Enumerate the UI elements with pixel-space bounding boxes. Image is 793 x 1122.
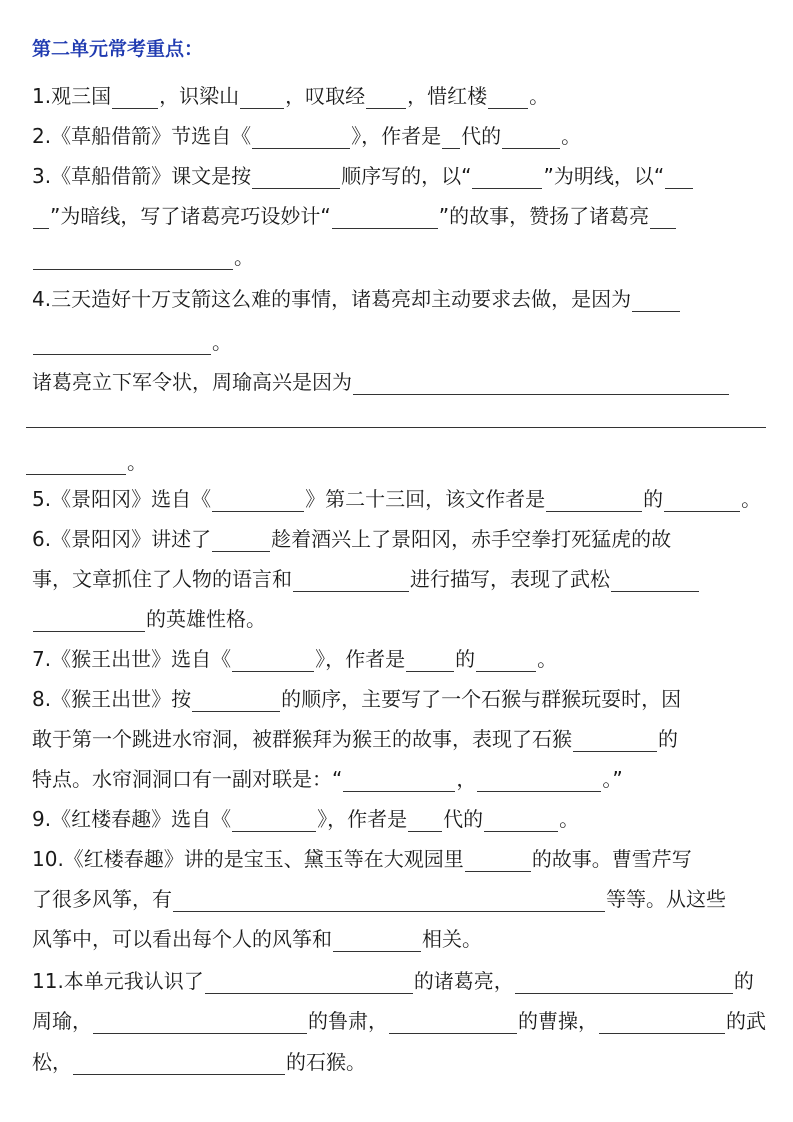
q-text: 。 bbox=[529, 84, 550, 108]
question-8 bbox=[32, 686, 681, 712]
q-text: 5.《景阳冈》选自《 bbox=[32, 487, 212, 511]
section-title: 第二单元常考重点： bbox=[32, 38, 204, 60]
q-text: 周瑜， bbox=[32, 1009, 92, 1033]
question-7 bbox=[32, 646, 557, 672]
q-text: ， bbox=[456, 767, 477, 791]
q-text: 相关。 bbox=[422, 927, 482, 951]
q-text: 的故事。曹雪芹写 bbox=[531, 847, 692, 871]
question-3-cont bbox=[32, 203, 677, 229]
answer-blank bbox=[484, 809, 558, 832]
q-text: 。 bbox=[234, 245, 254, 269]
q-text: 进行描写，表现了武松 bbox=[410, 567, 610, 591]
q-text: 的 bbox=[733, 969, 754, 993]
q-text: 。 bbox=[561, 124, 582, 148]
q-text: 趁着酒兴上了景阳冈，赤手空拳打死猛虎的故 bbox=[271, 527, 672, 551]
question-11-cont bbox=[32, 1008, 766, 1034]
question-6-cont bbox=[32, 566, 700, 592]
q-text: 的 bbox=[658, 727, 678, 751]
answer-blank bbox=[665, 166, 693, 189]
q-text: 等等。从这些 bbox=[606, 887, 726, 911]
q-text: 8.《猴王出世》按 bbox=[32, 687, 192, 711]
q-text: 》，作者是 bbox=[315, 647, 406, 671]
q-text: 1.观三国 bbox=[32, 84, 112, 108]
q-text: 10.《红楼春趣》讲的是宝玉、黛玉等在大观园里 bbox=[32, 847, 464, 871]
question-6-cont bbox=[32, 606, 266, 632]
q-text: 的 bbox=[643, 487, 664, 511]
q-text: 11.本单元我认识了 bbox=[32, 969, 204, 993]
answer-blank bbox=[93, 1011, 307, 1034]
answer-blank bbox=[232, 809, 316, 832]
q-text: 代的 bbox=[461, 124, 502, 148]
question-4-part2 bbox=[32, 369, 730, 395]
q-text: 的 bbox=[455, 647, 476, 671]
answer-blank bbox=[353, 372, 729, 395]
q-text: 。 bbox=[741, 487, 762, 511]
question-11 bbox=[32, 968, 754, 994]
q-text: 的诸葛亮， bbox=[413, 969, 514, 993]
answer-blank bbox=[33, 609, 145, 632]
q-text: 了很多风筝，有 bbox=[32, 887, 172, 911]
answer-blank bbox=[366, 86, 406, 109]
answer-blank bbox=[502, 126, 560, 149]
q-text: ，识梁山 bbox=[159, 84, 240, 108]
question-8-cont bbox=[32, 766, 623, 792]
question-11-cont bbox=[32, 1049, 366, 1075]
q-text: 的曹操， bbox=[518, 1009, 598, 1033]
q-text: 3.《草船借箭》课文是按 bbox=[32, 164, 252, 188]
answer-blank bbox=[252, 166, 340, 189]
q-text: 松， bbox=[32, 1050, 72, 1074]
q-text: 的英雄性格。 bbox=[146, 607, 266, 631]
question-10 bbox=[32, 846, 692, 872]
answer-blank bbox=[599, 1011, 725, 1034]
q-text: ”的故事，赞扬了诸葛亮 bbox=[438, 204, 650, 228]
answer-blank bbox=[472, 166, 542, 189]
q-text: ”为明线，以“ bbox=[543, 164, 665, 188]
q-text: 的石猴。 bbox=[286, 1050, 366, 1074]
answer-blank bbox=[406, 649, 454, 672]
q-text: 6.《景阳冈》讲述了 bbox=[32, 527, 212, 551]
question-4 bbox=[32, 286, 681, 312]
answer-blank bbox=[476, 649, 536, 672]
answer-blank bbox=[515, 971, 733, 994]
q-text: 的武 bbox=[726, 1009, 766, 1033]
answer-blank bbox=[73, 1052, 285, 1075]
q-text: 的鲁肃， bbox=[308, 1009, 388, 1033]
q-text: ”为暗线，写了诸葛亮巧设妙计“ bbox=[50, 204, 331, 228]
answer-blank bbox=[573, 729, 657, 752]
answer-blank bbox=[33, 206, 49, 229]
question-10-cont bbox=[32, 926, 482, 952]
answer-blank bbox=[389, 1011, 517, 1034]
answer-blank bbox=[477, 769, 601, 792]
answer-blank bbox=[611, 569, 699, 592]
q-text: 敢于第一个跳进水帘洞，被群猴拜为猴王的故事，表现了石猴 bbox=[32, 727, 572, 751]
answer-blank bbox=[26, 452, 126, 475]
q-text: 顺序写的，以“ bbox=[341, 164, 472, 188]
question-4-cont bbox=[32, 329, 232, 355]
question-3 bbox=[32, 163, 694, 189]
question-2 bbox=[32, 123, 581, 149]
question-4-cont bbox=[25, 449, 147, 475]
q-text: 9.《红楼春趣》选自《 bbox=[32, 807, 232, 831]
answer-blank bbox=[293, 569, 409, 592]
answer-blank bbox=[240, 86, 284, 109]
answer-blank bbox=[664, 489, 740, 512]
answer-blank bbox=[192, 689, 280, 712]
answer-blank bbox=[465, 849, 531, 872]
q-text: 。” bbox=[602, 767, 623, 791]
q-text: 特点。水帘洞洞口有一副对联是：“ bbox=[32, 767, 343, 791]
answer-blank bbox=[343, 769, 455, 792]
question-4-cont bbox=[25, 405, 767, 428]
answer-blank bbox=[332, 206, 438, 229]
answer-blank bbox=[212, 529, 270, 552]
question-8-cont bbox=[32, 726, 678, 752]
answer-blank bbox=[333, 929, 421, 952]
q-text: 7.《猴王出世》选自《 bbox=[32, 647, 232, 671]
q-text: 》，作者是 bbox=[317, 807, 408, 831]
answer-blank bbox=[488, 86, 528, 109]
answer-blank bbox=[252, 126, 350, 149]
answer-blank bbox=[650, 206, 676, 229]
q-text: 4.三天造好十万支箭这么难的事情，诸葛亮却主动要求去做，是因为 bbox=[32, 287, 632, 311]
q-text: ，叹取经 bbox=[285, 84, 366, 108]
answer-blank bbox=[33, 332, 211, 355]
q-text: 。 bbox=[212, 330, 232, 354]
answer-blank bbox=[212, 489, 304, 512]
q-text: 的顺序，主要写了一个石猴与群猴玩耍时，因 bbox=[281, 687, 682, 711]
question-5 bbox=[32, 486, 761, 512]
question-1 bbox=[32, 83, 549, 109]
q-text: 代的 bbox=[443, 807, 484, 831]
question-3-cont bbox=[32, 244, 254, 270]
q-text: 。 bbox=[559, 807, 580, 831]
answer-blank bbox=[442, 126, 460, 149]
question-10-cont bbox=[32, 886, 726, 912]
question-6 bbox=[32, 526, 671, 552]
q-text: ，惜红楼 bbox=[407, 84, 488, 108]
q-text: 。 bbox=[537, 647, 558, 671]
answer-blank bbox=[205, 971, 413, 994]
answer-blank bbox=[26, 405, 766, 428]
answer-blank bbox=[173, 889, 605, 912]
q-text: 风筝中，可以看出每个人的风筝和 bbox=[32, 927, 332, 951]
answer-blank bbox=[632, 289, 680, 312]
q-text: 事，文章抓住了人物的语言和 bbox=[32, 567, 292, 591]
q-text: 诸葛亮立下军令状，周瑜高兴是因为 bbox=[32, 370, 352, 394]
answer-blank bbox=[408, 809, 442, 832]
q-text: 。 bbox=[127, 450, 147, 474]
answer-blank bbox=[112, 86, 158, 109]
question-9 bbox=[32, 806, 579, 832]
answer-blank bbox=[33, 247, 233, 270]
q-text: 2.《草船借箭》节选自《 bbox=[32, 124, 252, 148]
q-text: 》第二十三回，该文作者是 bbox=[305, 487, 546, 511]
answer-blank bbox=[546, 489, 642, 512]
q-text: 》，作者是 bbox=[351, 124, 442, 148]
answer-blank bbox=[232, 649, 314, 672]
